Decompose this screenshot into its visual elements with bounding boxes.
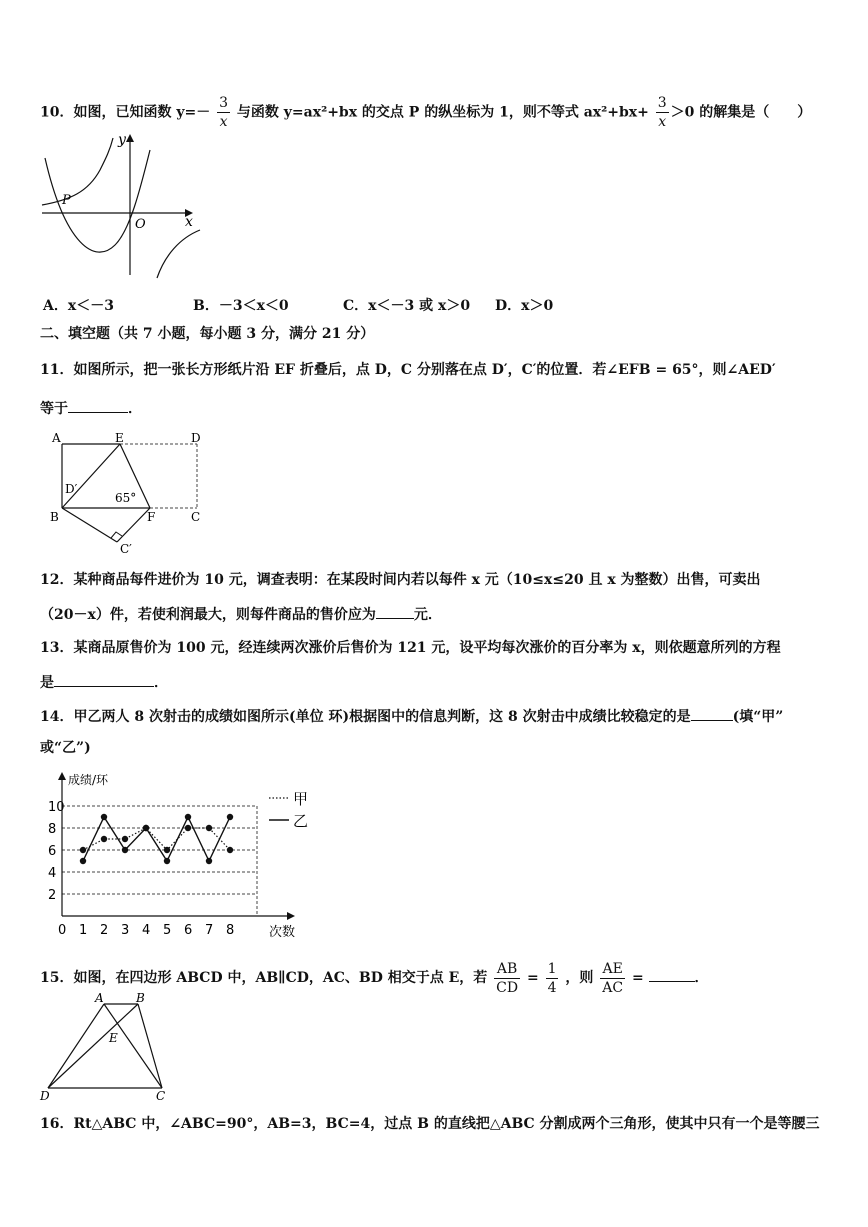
chart-x-tick-label: 6 (184, 923, 193, 938)
q10-option-d[interactable]: D．x＞0 (495, 298, 554, 314)
q11-label-a: A (52, 431, 61, 445)
chart-point (122, 836, 128, 842)
q11-edge-fc-prime (117, 508, 150, 542)
q10-option-b[interactable]: B．－3＜x＜0 (193, 298, 289, 314)
q13-line-1: 13．某商品原售价为 100 元，经连续两次涨价后售价为 121 元，设平均每次涨价的百分率为 x，则依题意所列的方程 (40, 640, 781, 656)
q12-answer-blank[interactable] (376, 604, 414, 619)
chart-y-tick-label: 4 (48, 866, 57, 881)
q11-edge-ed-prime (62, 444, 120, 508)
q15-frac3-num: AE (600, 960, 625, 979)
q14-chart (40, 768, 340, 943)
chart-y-tick-label: 10 (48, 800, 65, 815)
q11-answer-blank[interactable] (68, 398, 128, 413)
q11-label-dp: D′ (65, 482, 78, 496)
chart-x-tick-label: 1 (79, 923, 88, 938)
q15-label-b: B (136, 991, 145, 1005)
chart-point (227, 847, 233, 853)
chart-legend-label: 甲 (293, 790, 309, 808)
chart-y-axis-label: 成绩/环 (68, 773, 109, 787)
chart-x-tick-label: 5 (163, 923, 172, 938)
q11-line-2 (40, 398, 830, 419)
q11-label-cp: C′ (120, 542, 132, 556)
chart-y-arrow (58, 772, 66, 780)
q10-text-a2: 如图，已知函数 y=－ (73, 104, 211, 121)
q15-edge-bc (138, 1004, 162, 1088)
q10-label-x: x (185, 214, 193, 230)
chart-point (164, 858, 170, 864)
section-2-heading: 二、填空题（共 7 小题，每小题 3 分，满分 21 分） (40, 326, 375, 342)
q16-line-1: 16．Rt△ABC 中，∠ABC=90°，AB=3，BC=4，过点 B 的直线把△ABC 分割成两个三角形，使其中只有一个是等腰三 (40, 1116, 820, 1132)
chart-point (143, 825, 149, 831)
q15-fraction-3 (600, 960, 625, 997)
q10-figure (40, 130, 200, 280)
q13-text-2: 是 (40, 675, 54, 691)
chart-point (185, 814, 191, 820)
chart-legend-label: 乙 (293, 812, 309, 830)
q15-text-a: 15．如图，在四边形 ABCD 中，AB∥CD，AC、BD 相交于点 E，若 (40, 970, 488, 986)
q15-frac2-den: 4 (547, 979, 557, 996)
q15-label-d: D (40, 1089, 50, 1103)
q10-hyperbola-left (42, 138, 113, 205)
q14-line-2: 或“乙”) (40, 740, 91, 756)
q11-label-angle: 65° (115, 491, 137, 505)
chart-x-tick-label: 4 (142, 923, 151, 938)
q10-text-b: 与函数 y=ax²+bx 的交点 P 的纵坐标为 1，则不等式 ax²+bx+ (236, 104, 649, 121)
q12-text-2-end: 元． (413, 607, 442, 623)
q11-label-d: D (191, 431, 201, 445)
chart-point (80, 858, 86, 864)
chart-point (101, 814, 107, 820)
q15-frac2-num: 1 (547, 960, 557, 977)
q10-option-a[interactable]: A．x＜－3 (43, 298, 114, 314)
chart-point (206, 825, 212, 831)
q11-right-angle-mark (111, 532, 122, 538)
q15-answer-blank[interactable] (649, 967, 695, 982)
chart-x-tick-label: 2 (100, 923, 109, 938)
q15-text-end: ． (694, 970, 709, 986)
chart-point (80, 847, 86, 853)
q15-figure (40, 990, 180, 1103)
q10-frac1-den: x (219, 114, 228, 130)
chart-y-tick-label: 8 (48, 822, 57, 837)
q15-fraction-1 (494, 960, 520, 997)
q12-line-2 (40, 604, 830, 625)
q11-label-b: B (50, 510, 59, 524)
q10-label-p: P (62, 193, 71, 208)
q11-line-1 (40, 360, 830, 380)
chart-y-tick-label: 6 (48, 844, 57, 859)
q10-fraction-2 (656, 94, 669, 131)
q10-frac2-den: x (658, 114, 667, 130)
q10-frac2-num: 3 (657, 95, 667, 111)
q15-frac3-den: AC (602, 979, 624, 996)
chart-x-tick-label: 0 (58, 923, 67, 938)
q12-text-2: （20－x）件，若使利润最大，则每件商品的售价应为 (40, 607, 376, 623)
q10-fraction-1 (217, 94, 230, 131)
chart-x-axis-label: 次数 (269, 925, 296, 940)
chart-point (206, 858, 212, 864)
q13-line-2 (40, 672, 830, 693)
q11-label-f: F (147, 510, 156, 524)
q10-hyperbola-right (157, 230, 200, 278)
q11-label-e: E (115, 431, 124, 445)
chart-x-tick-label: 7 (205, 923, 214, 938)
q15-frac1-den: CD (496, 979, 519, 996)
q15-label-c: C (156, 1089, 166, 1103)
q14-text-1-end: (填“甲” (732, 709, 784, 725)
q15-label-e: E (109, 1031, 118, 1045)
q14-answer-blank[interactable] (691, 706, 733, 721)
chart-point (164, 847, 170, 853)
q14-text-1: 14．甲乙两人 8 次射击的成绩如图所示(单位 环)根据图中的信息判断，这 8 次射击中成绩比较稳定的是 (40, 709, 691, 725)
chart-point (185, 825, 191, 831)
q10-text-a: 10． (40, 104, 74, 121)
question-10 (40, 94, 830, 131)
chart-point (227, 814, 233, 820)
q10-label-y: y (118, 132, 126, 148)
chart-point (101, 836, 107, 842)
q11-text-1: 11．如图所示，把一张长方形纸片沿 EF 折叠后，点 D，C 分别落在点 D′，C′的位置．若∠EFB = 65°，则∠AED′ (40, 362, 776, 378)
q10-option-c[interactable]: C．x＜－3 或 x＞0 (343, 298, 471, 314)
q10-frac1-num: 3 (219, 95, 229, 111)
q15-edge-ad (48, 1004, 104, 1088)
q11-text-2: 等于 (40, 401, 68, 417)
q14-line-1 (40, 706, 830, 727)
q11-figure (45, 430, 215, 555)
chart-x-arrow (287, 912, 295, 920)
q11-text-2-end: ． (128, 401, 142, 417)
q15-fraction-2 (546, 960, 559, 997)
q15-text-b: ，则 (565, 970, 594, 986)
q13-answer-blank[interactable] (54, 672, 154, 687)
q10-label-o: O (135, 217, 146, 232)
q15-frac1-num: AB (494, 960, 520, 979)
q15-diagonal-ac (104, 1004, 162, 1088)
q15-diagonal-bd (48, 1004, 138, 1088)
q15-eq: = (526, 970, 539, 986)
q11-label-c: C (191, 510, 201, 524)
chart-x-tick-label: 3 (121, 923, 130, 938)
q10-y-arrow (126, 134, 134, 142)
chart-point (122, 847, 128, 853)
chart-y-tick-label: 2 (48, 888, 57, 903)
q15-label-a: A (95, 991, 104, 1005)
q15-text-c: = (631, 970, 644, 986)
q13-text-2-end: ． (154, 675, 168, 691)
q11-edge-bc-prime (62, 508, 117, 542)
q12-line-1: 12．某种商品每件进价为 10 元，调查表明：在某段时间内若以每件 x 元（10≤x≤20 且 x 为整数）出售，可卖出 (40, 572, 761, 588)
chart-x-tick-label: 8 (226, 923, 235, 938)
q10-text-c: ＞0 的解集是（ ） (670, 104, 812, 121)
